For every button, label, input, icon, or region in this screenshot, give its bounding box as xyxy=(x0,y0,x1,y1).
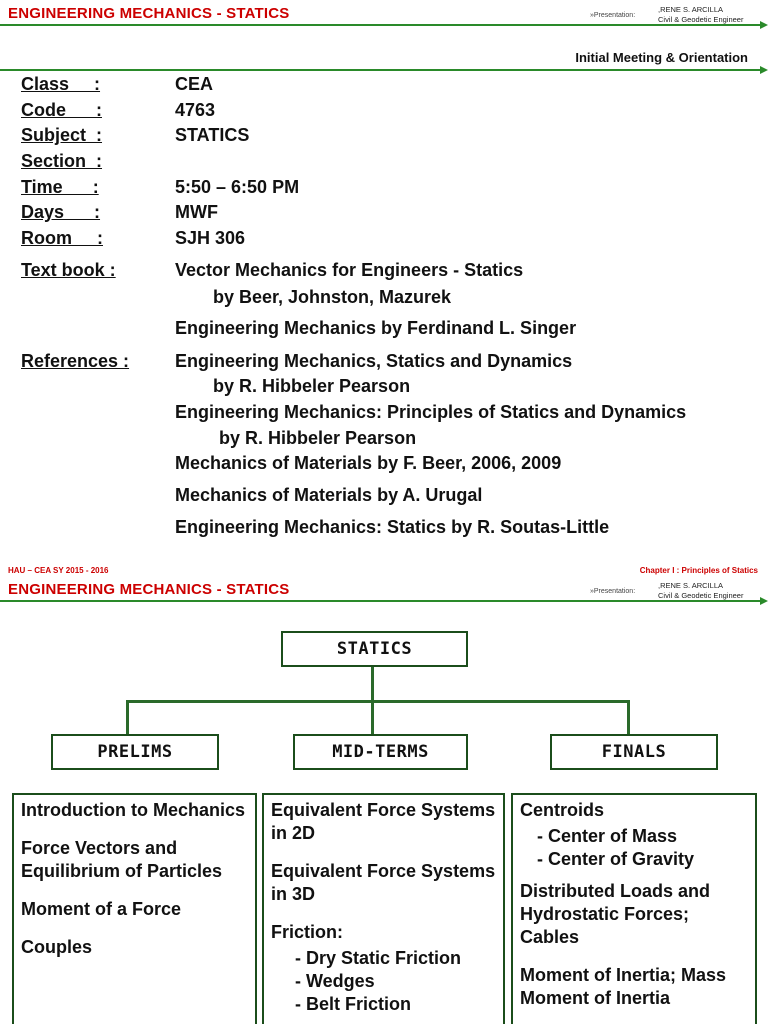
connector-horizontal xyxy=(126,700,630,703)
finals-topic-3: Moment of Inertia; Mass Moment of Inertia xyxy=(520,965,727,1008)
connector-midterms xyxy=(371,700,374,734)
finals-topic-1: Centroids xyxy=(520,800,605,820)
textbook-1-authors: by Beer, Johnston, Mazurek xyxy=(213,287,452,307)
midterms-subtopic-dry-friction: - Dry Static Friction xyxy=(295,948,462,968)
statics-root-box: STATICS xyxy=(281,631,468,667)
prelims-topic-1: Introduction to Mechanics xyxy=(21,800,246,820)
room-value: SJH 306 xyxy=(175,228,246,248)
days-value: MWF xyxy=(175,202,218,222)
code-value: 4763 xyxy=(175,100,216,120)
midterms-topic-1: Equivalent Force Systems in 2D xyxy=(271,800,496,843)
finals-subtopic-center-of-gravity: - Center of Gravity xyxy=(537,849,695,869)
textbook-1-title: Vector Mechanics for Engineers - Statics xyxy=(175,260,524,280)
header-title: ENGINEERING MECHANICS - STATICS xyxy=(8,5,290,22)
slide-course-outline xyxy=(0,576,768,1024)
subtitle-divider-line xyxy=(0,69,760,71)
code-label: Code : xyxy=(21,100,102,120)
connector-prelims xyxy=(126,700,129,734)
reference-1-title: Engineering Mechanics, Statics and Dynamics xyxy=(175,351,573,371)
reference-4: Mechanics of Materials by A. Urugal xyxy=(175,485,483,505)
reference-2-authors: by R. Hibbeler Pearson xyxy=(219,428,417,448)
slide-subtitle: Initial Meeting & Orientation xyxy=(575,50,748,65)
reference-2-title: Engineering Mechanics: Principles of Statics and Dynamics xyxy=(175,402,687,422)
midterms-topic-3: Friction: xyxy=(271,922,343,942)
header-author xyxy=(658,5,743,25)
header-title: ENGINEERING MECHANICS - STATICS xyxy=(8,581,290,598)
header-arrow-icon xyxy=(760,21,768,29)
finals-topic-2: Distributed Loads and Hydrostatic Forces; Cables xyxy=(520,881,711,947)
midterms-topic-2: Equivalent Force Systems in 3D xyxy=(271,861,496,904)
header-divider-line xyxy=(0,600,760,602)
connector-root-down xyxy=(371,667,374,702)
finals-subtopic-center-of-mass: - Center of Mass xyxy=(537,826,678,846)
subtitle-arrow-icon xyxy=(760,66,768,74)
prelims-topic-2: Force Vectors and Equilibrium of Particles xyxy=(21,838,223,881)
textbook-label: Text book : xyxy=(21,260,116,280)
time-value: 5:50 – 6:50 PM xyxy=(175,177,300,197)
header-arrow-icon xyxy=(760,597,768,605)
prelims-box: PRELIMS xyxy=(51,734,219,770)
class-label: Class : xyxy=(21,74,101,94)
header-presentation-label: »Presentation: xyxy=(590,12,636,19)
author-title: Civil & Geodetic Engineer xyxy=(658,15,744,24)
header-divider-line xyxy=(0,24,760,26)
room-label: Room : xyxy=(21,228,103,248)
author-name: ,RENE S. ARCILLA xyxy=(658,581,724,590)
prelims-topics xyxy=(12,793,257,1024)
header-author xyxy=(658,581,743,601)
footer-right: Chapter I : Principles of Statics xyxy=(639,566,758,575)
finals-topics xyxy=(511,793,757,1024)
subject-value: STATICS xyxy=(175,125,250,145)
midterms-box: MID-TERMS xyxy=(293,734,468,770)
section-label: Section : xyxy=(21,151,103,171)
prelims-topic-3: Moment of a Force xyxy=(21,899,182,919)
reference-1-authors: by R. Hibbeler Pearson xyxy=(213,376,411,396)
days-label: Days : xyxy=(21,202,101,222)
time-label: Time : xyxy=(21,177,99,197)
class-value: CEA xyxy=(175,74,214,94)
author-title: Civil & Geodetic Engineer xyxy=(658,591,744,600)
author-name: ,RENE S. ARCILLA xyxy=(658,5,724,14)
midterms-subtopic-wedges: - Wedges xyxy=(295,971,375,991)
footer-left: HAU – CEA SY 2015 - 2016 xyxy=(8,566,109,575)
reference-5: Engineering Mechanics: Statics by R. Soutas-Little xyxy=(175,517,610,537)
header-presentation-label: »Presentation: xyxy=(590,588,636,595)
finals-box: FINALS xyxy=(550,734,718,770)
midterms-subtopic-belt-friction: - Belt Friction xyxy=(295,994,411,1014)
textbook-2: Engineering Mechanics by Ferdinand L. Singer xyxy=(175,318,577,338)
subject-label: Subject : xyxy=(21,125,103,145)
references-label: References : xyxy=(21,351,130,371)
connector-finals xyxy=(627,700,630,734)
prelims-topic-4: Couples xyxy=(21,937,93,957)
reference-3: Mechanics of Materials by F. Beer, 2006, 2009 xyxy=(175,453,562,473)
midterms-topics xyxy=(262,793,505,1024)
